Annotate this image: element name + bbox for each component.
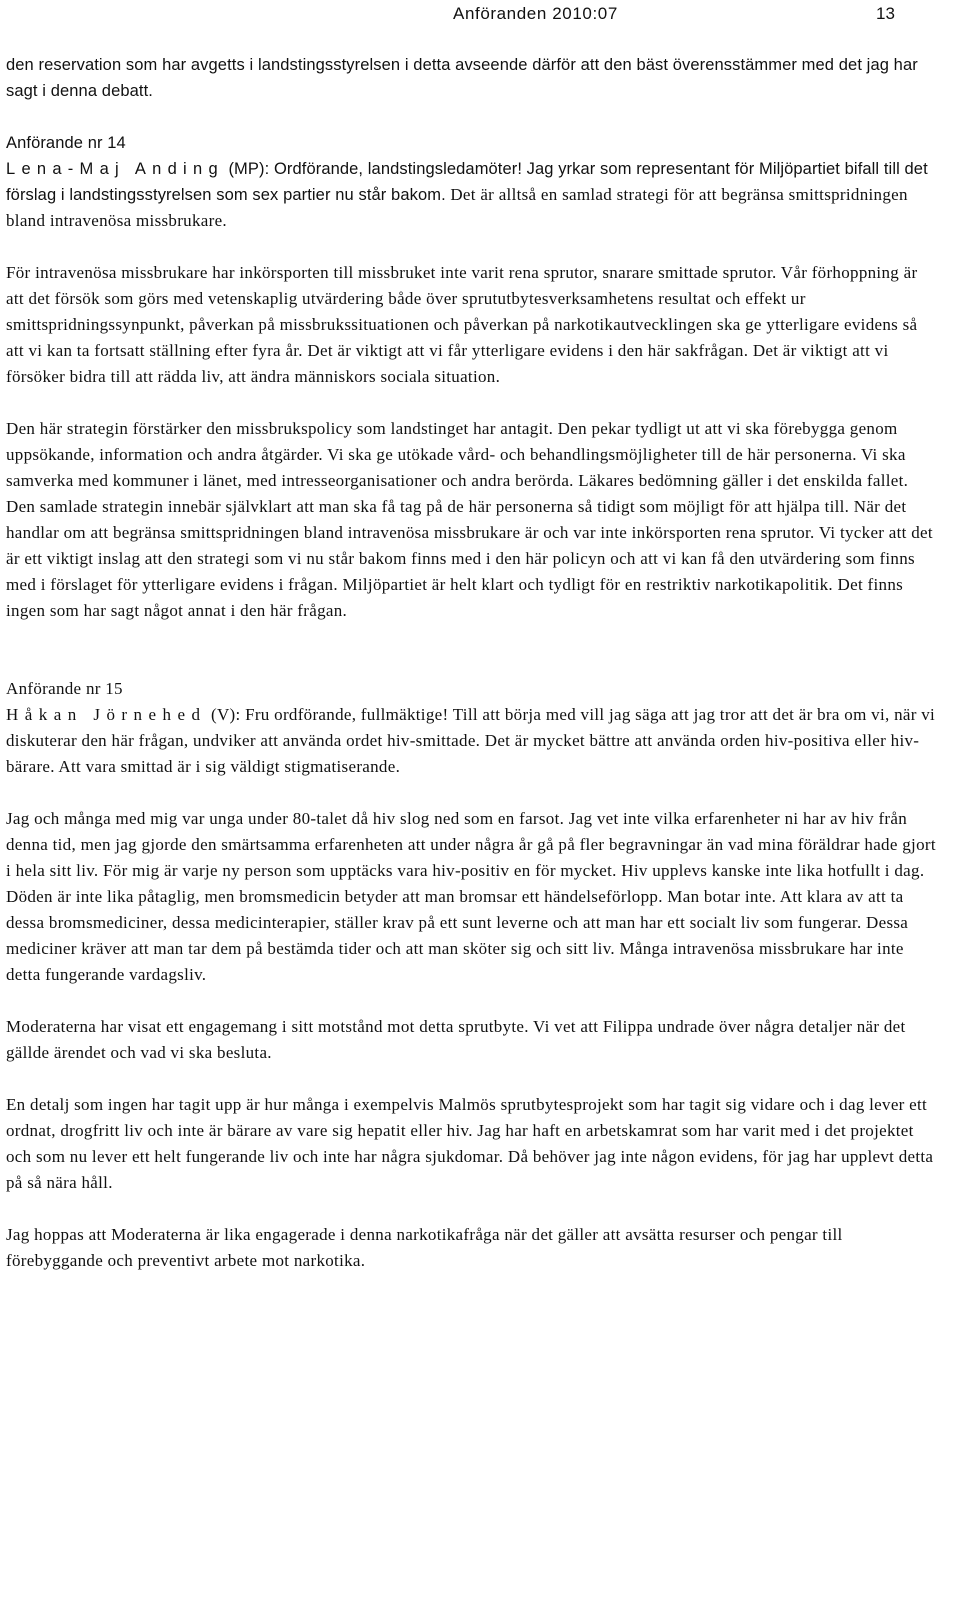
- speech-15-paragraph-4: En detalj som ingen har tagit upp är hur många i exempelvis Malmös sprutbytesprojekt som har tagit sig vidare och i dag lever ett ordnat, drogfritt liv och inte är bärare av vare sig hepatit eller hiv. Jag har haft en arbetskamrat som har varit med i det projektet och som nu lever ett helt fungerande liv och inte har några sjukdomar. Då behöver jag inte någon evidens, för jag har upplevt detta på så nära håll.: [6, 1095, 934, 1192]
- speech-paragraph: Det är alltså en samlad strategi för att begränsa smittspridningen bland intravenösa missbrukare.: [6, 185, 908, 230]
- speaker-name: Håkan Jörnehed: [6, 705, 207, 724]
- speech-paragraph: Jag yrkar som representant för Miljöpartiet bifall till det förslag i landstingsstyrelsen som sex partier nu står bakom.: [6, 160, 928, 204]
- speech-number: Anförande nr 14: [6, 134, 126, 152]
- document-body: [6, 52, 936, 1300]
- speech-paragraph: Till att börja med vill jag säga att jag tror att det är bra om vi, när vi diskuterar den här frågan, undviker att använda ordet hiv-smittade. Det är mycket bättre att använda orden hiv-positiva eller hiv-bärare. Att vara smittad är i sig väldigt stigmatiserande.: [6, 705, 936, 776]
- speech-paragraph: Vår förhoppning är att det försök som görs med vetenskaplig utvärdering både över sprututbytesverksamhetens resultat och effekt ur smittspridningssynpunkt, påverkan på missbrukssituationen och påverkan på narkotikautvecklingen ska ge ytterligare evidens så att vi kan ta fortsatt ställning efter fyra år. Det är viktigt att vi får ytterligare evidens i den här sakfrågan. Det är viktigt att vi försöker bidra till att rädda liv, att ändra människors sociala situation.: [6, 263, 918, 386]
- speech-15: [6, 676, 936, 780]
- document-title: Anföranden 2010:07: [453, 4, 618, 23]
- page-header: [0, 4, 960, 28]
- speech-paragraph: För intravenösa missbrukare har inkörsporten till missbruket inte varit rena sprutor, snarare smittade sprutor.: [6, 263, 777, 282]
- speech-14-paragraph-3: Den här strategin förstärker den missbrukspolicy som landstinget har antagit. Den pekar tydligt ut att vi ska förebygga genom uppsökande, information och andra åtgärder. Vi ska ge utökade vård- och behandlingsmöjligheter till de här personerna. Vi ska samverka med kommuner i länet, med intresseorganisationer och andra berörda. Läkares bedömning gäller i det enskilda fallet. Den samlade strategin innebär självklart att man ska få tag på de här personerna så tidigt som möjligt för att hjälpa till. När det handlar om att begränsa smittspridningen bland intravenösa missbrukare är och var inte inkörsporten rena sprutor. Vi tycker att det är ett viktigt inslag att den strategi som vi nu står bakom finns med i den här policyn och att vi kan få den utvärdering som finns med i förslaget för ytterligare evidens i frågan. Miljöpartiet är helt klart och tydligt för en restriktiv narkotikapolitik. Det finns ingen som har sagt något annat i den här frågan.: [6, 419, 933, 620]
- speech-15-paragraph-3: Moderaterna har visat ett engagemang i sitt motstånd mot detta sprutbyte. Vi vet att Filippa undrade över några detaljer när det gällde ärendet och vad vi ska besluta.: [6, 1017, 906, 1062]
- speech-14: [6, 130, 936, 234]
- speaker-party-greeting: (MP): Ordförande, landstingsledamöter!: [228, 160, 523, 178]
- intro-paragraph: den reservation som har avgetts i landstingsstyrelsen i detta avseende därför att den bäst överensstämmer med det jag har sagt i denna debatt.: [6, 56, 918, 100]
- speaker-name: Lena-Maj Anding: [6, 160, 224, 178]
- page-number: 13: [876, 4, 895, 23]
- speech-15-paragraph-5: Jag hoppas att Moderaterna är lika engagerade i denna narkotikafråga när det gäller att avsätta resurser och pengar till förebyggande och preventivt arbete mot narkotika.: [6, 1225, 843, 1270]
- speaker-party-greeting: (V): Fru ordförande, fullmäktige!: [211, 705, 449, 724]
- speech-number: Anförande nr 15: [6, 679, 123, 698]
- speech-14-paragraph-2: [6, 260, 936, 390]
- speech-15-paragraph-2: Jag och många med mig var unga under 80-talet då hiv slog ned som en farsot. Jag vet inte vilka erfarenheter ni har av hiv från denna tid, men jag gjorde den smärtsamma erfarenheten att under några år gå på fler begravningar än vad mina föräldrar hade gjort i hela sitt liv. För mig är varje ny person som upptäcks vara hiv-positiv en för mycket. Hiv upplevs kanske inte lika hotfullt i dag. Döden är inte lika påtaglig, men bromsmedicin betyder att man bromsar ett händelseförlopp. Man botar inte. Att klara av att ta dessa bromsmediciner, dessa medicinterapier, ställer krav på ett sunt leverne och att man har ett socialt liv som fungerar. Dessa mediciner kräver att man tar dem på bestämda tider och att man sköter sig och sitt liv. Många intravenösa missbrukare har inte detta fungerande vardagsliv.: [6, 809, 936, 984]
- section-spacer: [6, 650, 936, 676]
